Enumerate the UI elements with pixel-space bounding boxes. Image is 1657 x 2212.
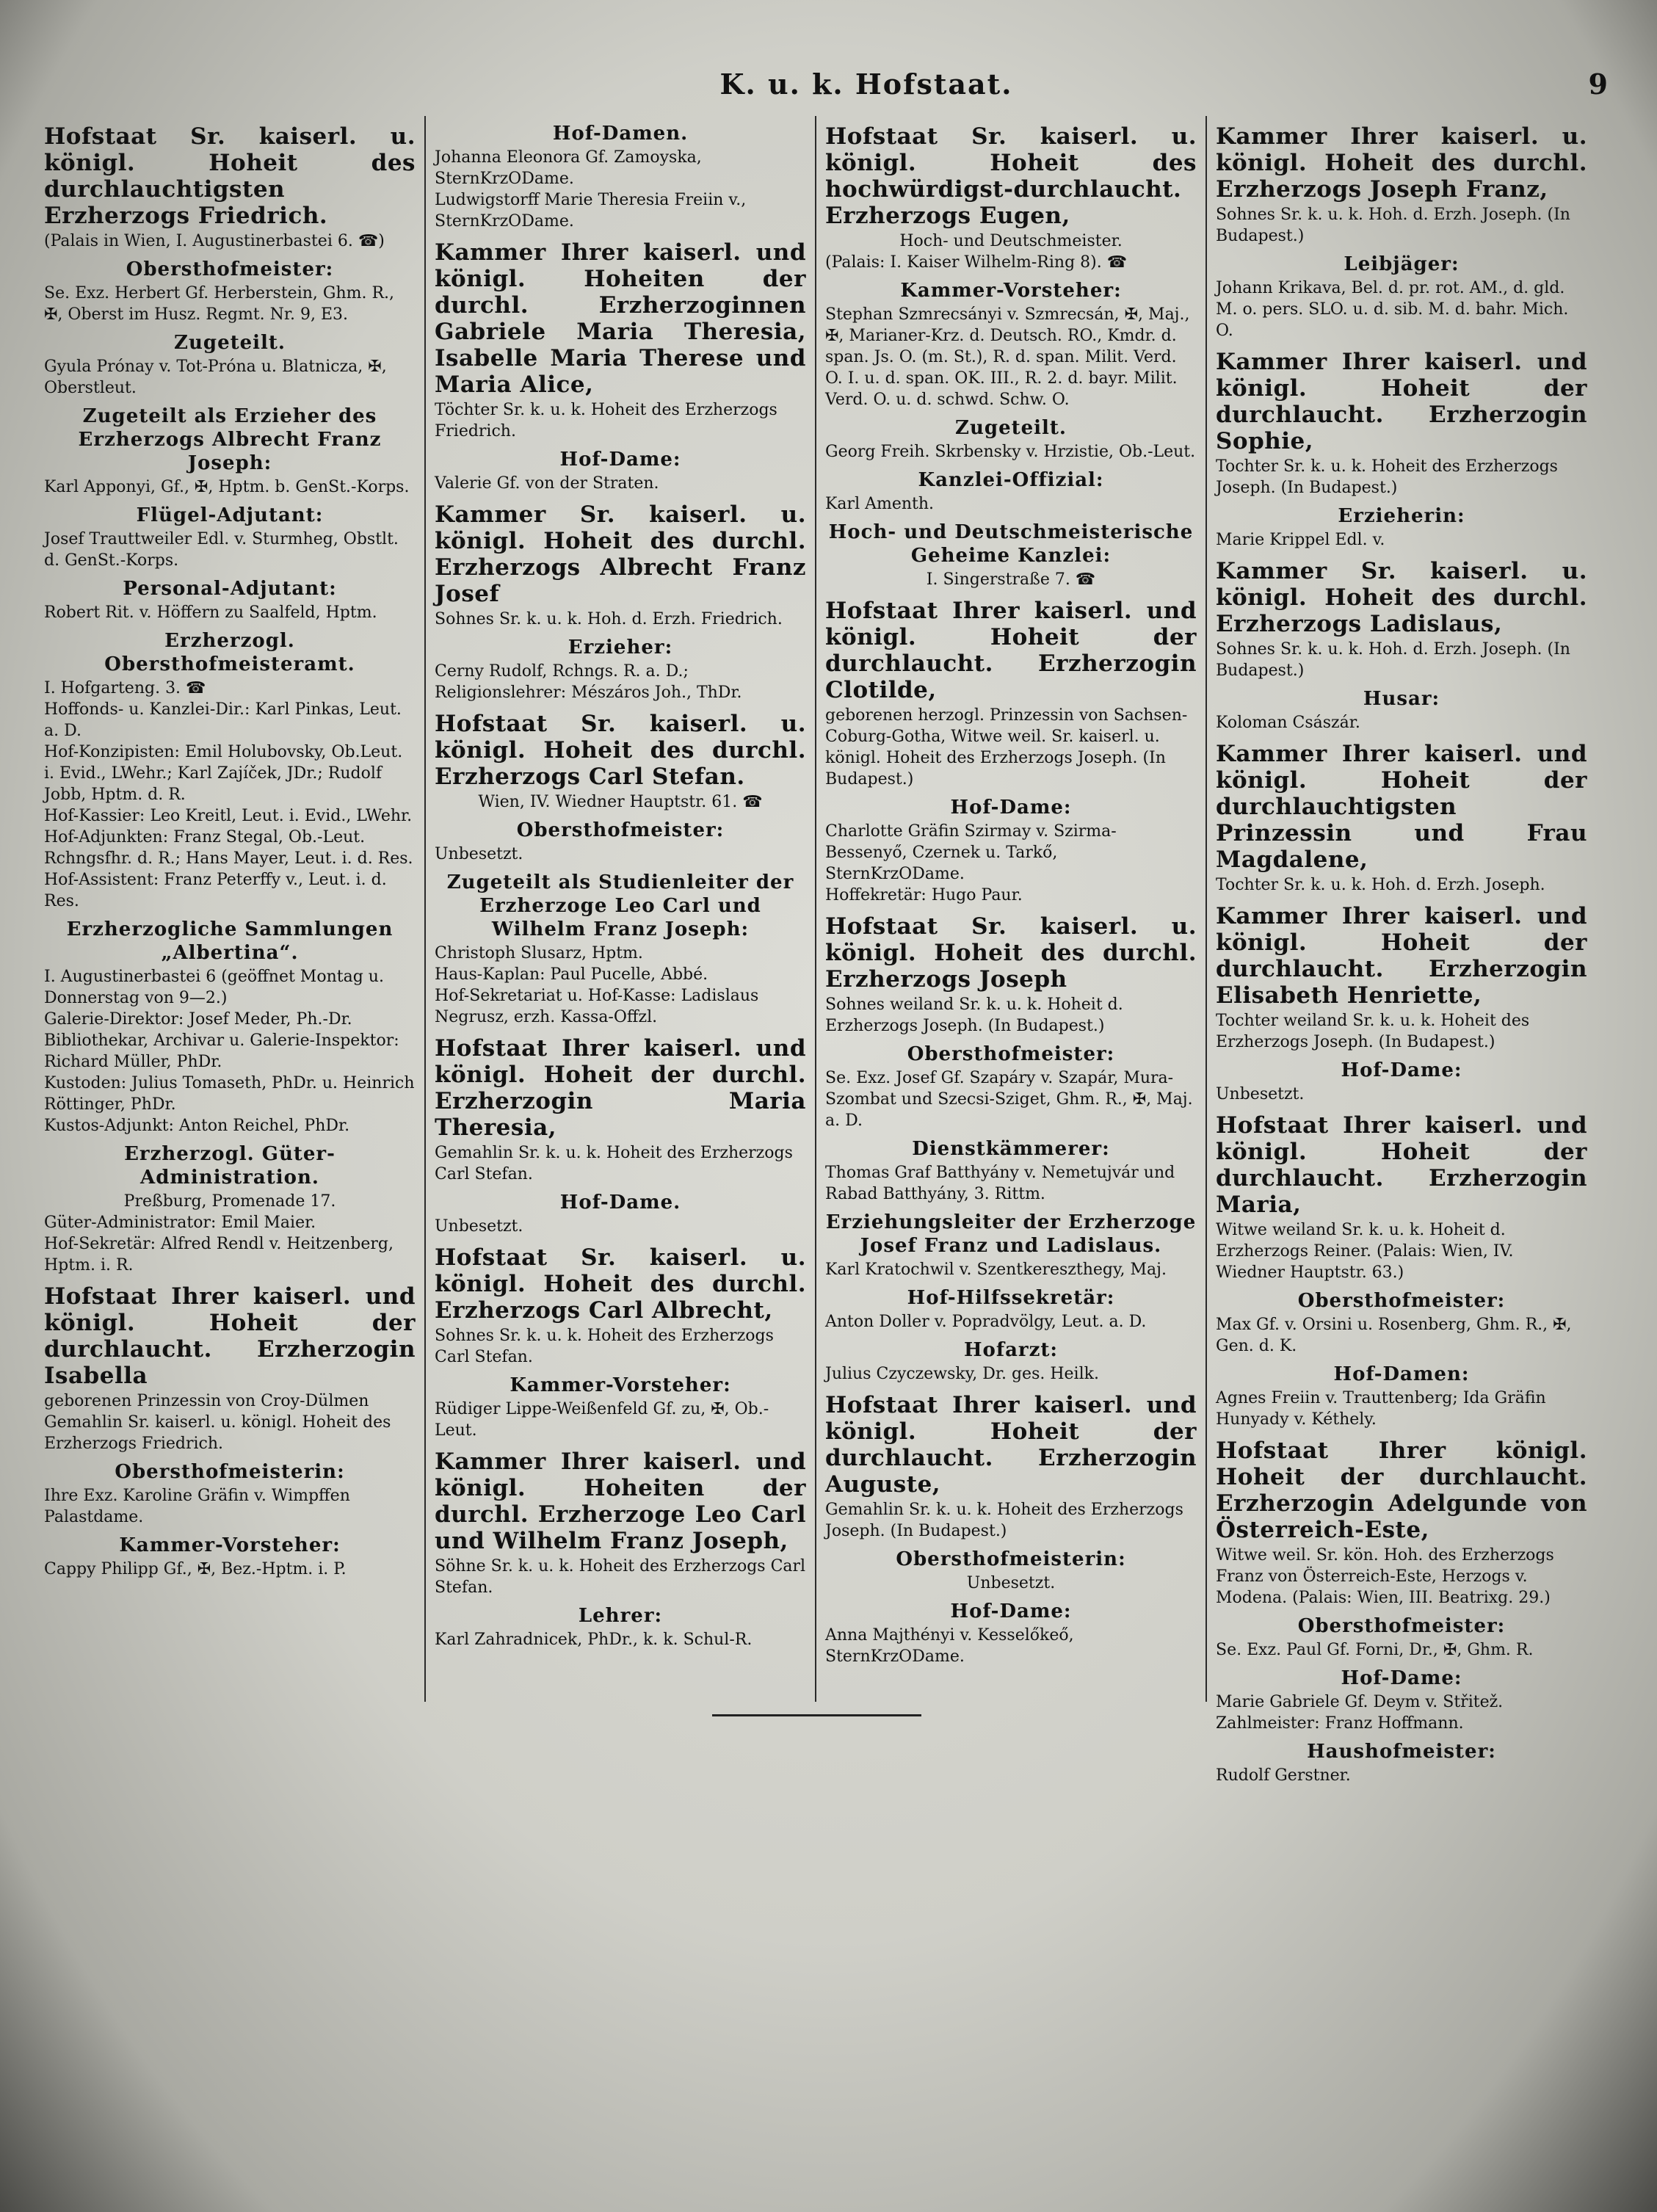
role-heading: Hof-Dame: [559, 449, 681, 471]
entry-text: geborenen Prinzessin von Croy-Dülmen Gemahlin Sr. kaiserl. u. königl. Hoheit des Erzherzogs Friedrich. [44, 1392, 391, 1453]
section-heading: Kammer Ihrer kaiserl. und königl. Hoheit der durchlaucht. Erzherzogin Elisabeth Henriette, [1216, 903, 1587, 1009]
entry-text: Sohnes Sr. k. u. k. Hoheit des Erzherzogs Carl Stefan. [435, 1327, 774, 1366]
column-divider [1205, 116, 1207, 1702]
role-heading: Hof-Damen. [552, 123, 689, 145]
page-number: 9 [1588, 68, 1608, 101]
entry-text: Sohnes Sr. k. u. k. Hoh. d. Erzh. Joseph. (In Budapest.) [1216, 206, 1570, 245]
entry-text: Sohnes Sr. k. u. k. Hoh. d. Erzh. Friedrich. [435, 610, 783, 628]
entry-text: Christoph Slusarz, Hptm. [435, 944, 643, 962]
role-heading: Kammer-Vorsteher: [900, 280, 1122, 302]
entry-text: Valerie Gf. von der Straten. [435, 474, 659, 493]
entry-text: Cerny Rudolf, Rchngs. R. a. D.; Religionslehrer: Mészáros Joh., ThDr. [435, 662, 742, 702]
entry-text: Hof-Assistent: Franz Peterffy v., Leut. i. d. Res. [44, 871, 387, 910]
role-heading: Hof-Dame: [1341, 1667, 1462, 1689]
entry-text: (Palais: I. Kaiser Wilhelm-Ring 8). ☎ [825, 253, 1128, 272]
column-divider [424, 116, 426, 1702]
section-heading: Kammer Ihrer kaiserl. u. königl. Hoheit des durchl. Erzherzogs Joseph Franz, [1216, 123, 1587, 203]
column-4 [1216, 116, 1587, 1785]
role-heading: Erziehungsleiter der Erzherzoge Josef Franz und Ladislaus. [825, 1211, 1197, 1257]
entry-text: Agnes Freiin v. Trauttenberg; Ida Gräfin Hunyady v. Kéthely. [1216, 1389, 1546, 1429]
end-rule [712, 1714, 921, 1716]
entry-text: Unbesetzt. [435, 845, 523, 863]
role-heading: Obersthofmeister: [1297, 1290, 1506, 1312]
role-heading: Lehrer: [578, 1605, 663, 1627]
role-heading: Zugeteilt als Erzieher des Erzherzogs Albrecht Franz Joseph: [78, 405, 382, 474]
role-heading: Obersthofmeister: [516, 819, 725, 841]
entry-text: (Palais in Wien, I. Augustinerbastei 6. ☎) [44, 232, 385, 250]
role-heading: Obersthofmeister: [126, 258, 334, 280]
section-heading: Kammer Ihrer kaiserl. und königl. Hoheit der durchlauchtigsten Prinzessin und Frau Magdalene, [1216, 741, 1587, 873]
role-heading: Leibjäger: [1344, 253, 1460, 275]
entry-text: geborenen herzogl. Prinzessin von Sachsen-Coburg-Gotha, Witwe weil. Sr. kaiserl. u. königl. Hoheit des Erzherzogs Joseph. (In Budapest.) [825, 706, 1188, 788]
text-columns [44, 116, 1615, 1785]
entry-text: Se. Exz. Josef Gf. Szapáry v. Szapár, Mura-Szombat und Szecsi-Sziget, Ghm. R., ✠, Maj. a. D. [825, 1069, 1193, 1130]
entry-text: Ludwigstorff Marie Theresia Freiin v., SternKrzODame. [435, 191, 747, 231]
role-heading: Kanzlei-Offizial: [918, 469, 1104, 491]
entry-text: Tochter weiland Sr. k. u. k. Hoheit des Erzherzogs Joseph. (In Budapest.) [1216, 1012, 1530, 1051]
entry-text: Karl Apponyi, Gf., ✠, Hptm. b. GenSt.-Korps. [44, 478, 410, 496]
entry-text: Johanna Eleonora Gf. Zamoyska, SternKrzODame. [435, 148, 702, 188]
role-heading: Erzherzogl. Güter-Administration. [124, 1143, 336, 1189]
entry-text: I. Hofgarteng. 3. ☎ [44, 679, 206, 697]
entry-text: Koloman Császár. [1216, 714, 1360, 732]
entry-text: Julius Czyczewsky, Dr. ges. Heilk. [825, 1365, 1099, 1383]
role-heading: Obersthofmeisterin: [896, 1548, 1126, 1570]
entry-text: Sohnes weiland Sr. k. u. k. Hoheit d. Erzherzogs Joseph. (In Budapest.) [825, 996, 1123, 1035]
role-heading: Hof-Damen: [1333, 1363, 1470, 1385]
role-heading: Kammer-Vorsteher: [119, 1534, 341, 1556]
role-heading: Kammer-Vorsteher: [510, 1374, 731, 1396]
entry-text: Hof-Adjunkten: Franz Stegal, Ob.-Leut. Rchngsfhr. d. R.; Hans Mayer, Leut. i. d. Res. [44, 828, 413, 868]
role-heading: Hof-Dame: [1341, 1059, 1462, 1081]
role-heading: Obersthofmeisterin: [115, 1461, 345, 1483]
entry-text: Hoch- und Deutschmeister. [899, 232, 1123, 250]
role-heading: Zugeteilt. [955, 417, 1067, 439]
entry-text: Güter-Administrator: Emil Maier. [44, 1214, 316, 1232]
section-heading: Kammer Sr. kaiserl. u. königl. Hoheit des durchl. Erzherzogs Ladislaus, [1216, 558, 1587, 637]
entry-text: Karl Amenth. [825, 495, 935, 513]
entry-text: Kustos-Adjunkt: Anton Reichel, PhDr. [44, 1117, 350, 1135]
role-heading: Personal-Adjutant: [123, 578, 337, 600]
entry-text: Sohnes Sr. k. u. k. Hoh. d. Erzh. Joseph. (In Budapest.) [1216, 640, 1570, 680]
section-heading: Hofstaat Sr. kaiserl. u. königl. Hoheit des durchl. Erzherzogs Carl Albrecht, [435, 1244, 806, 1324]
entry-text: Bibliothekar, Archivar u. Galerie-Inspektor: Richard Müller, PhDr. [44, 1031, 399, 1071]
entry-text: Robert Rit. v. Höffern zu Saalfeld, Hptm. [44, 603, 377, 622]
entry-text: Haus-Kaplan: Paul Pucelle, Abbé. [435, 965, 708, 984]
entry-text: Zahlmeister: Franz Hoffmann. [1216, 1714, 1464, 1733]
entry-text: I. Singerstraße 7. ☎ [926, 570, 1096, 589]
role-heading: Erzherzogliche Sammlungen „Albertina“. [66, 918, 394, 964]
role-heading: Erzieher: [568, 637, 673, 659]
entry-text: Josef Trauttweiler Edl. v. Sturmheg, Obstlt. d. GenSt.-Korps. [44, 530, 399, 570]
entry-text: Rudolf Gerstner. [1216, 1766, 1351, 1785]
role-heading: Hof-Hilfssekretär: [907, 1287, 1115, 1309]
entry-text: Se. Exz. Herbert Gf. Herberstein, Ghm. R., ✠, Oberst im Husz. Regmt. Nr. 9, E3. [44, 284, 395, 324]
section-heading: Kammer Ihrer kaiserl. und königl. Hoheiten der durchl. Erzherzoginnen Gabriele Maria Theresia, Isabelle Maria Therese und Maria Alice, [435, 239, 806, 398]
section-heading: Hofstaat Ihrer kaiserl. und königl. Hoheit der durchlaucht. Erzherzogin Clotilde, [825, 598, 1197, 703]
entry-text: Stephan Szmrecsányi v. Szmrecsán, ✠, Maj., ✠, Marianer-Krz. d. Deutsch. RO., Kmdr. d. span. Js. O. (m. St.), R. d. span. Milit. Verd. O. I. u. d. span. OK. III., R. 2. d. bayr. Milit. Verd. O. u. d. schwd. Schw. O. [825, 305, 1190, 409]
entry-text: Hof-Kassier: Leo Kreitl, Leut. i. Evid., LWehr. [44, 807, 413, 825]
entry-text: Gyula Prónay v. Tot-Próna u. Blatnicza, ✠, Oberstleut. [44, 358, 387, 397]
entry-text: Unbesetzt. [966, 1574, 1056, 1592]
entry-text: Witwe weiland Sr. k. u. k. Hoheit d. Erzherzogs Reiner. (Palais: Wien, IV. Wiedner Hauptstr. 63.) [1216, 1221, 1514, 1282]
role-heading: Erzherzogl. Obersthofmeisteramt. [104, 630, 355, 675]
role-heading: Husar: [1363, 688, 1440, 710]
entry-text: Töchter Sr. k. u. k. Hoheit des Erzherzogs Friedrich. [435, 401, 777, 440]
entry-text: Karl Kratochwil v. Szentkereszthegy, Maj. [825, 1261, 1167, 1279]
role-heading: Zugeteilt als Studienleiter der Erzherzoge Leo Carl und Wilhelm Franz Joseph: [446, 871, 794, 940]
entry-text: Tochter Sr. k. u. k. Hoheit des Erzherzogs Joseph. (In Budapest.) [1216, 457, 1558, 497]
role-heading: Erzieherin: [1338, 505, 1465, 527]
section-heading: Hofstaat Sr. kaiserl. u. königl. Hoheit des durchl. Erzherzogs Joseph [825, 913, 1197, 993]
role-heading: Zugeteilt. [174, 332, 286, 354]
entry-text: Cappy Philipp Gf., ✠, Bez.-Hptm. i. P. [44, 1560, 347, 1578]
section-heading: Hofstaat Sr. kaiserl. u. königl. Hoheit des durchlauchtigsten Erzherzogs Friedrich. [44, 123, 416, 229]
entry-text: Gemahlin Sr. k. u. k. Hoheit des Erzherzogs Joseph. (In Budapest.) [825, 1501, 1183, 1540]
column-divider [815, 116, 816, 1702]
entry-text: Gemahlin Sr. k. u. k. Hoheit des Erzherzogs Carl Stefan. [435, 1144, 793, 1183]
role-heading: Hof-Dame: [950, 1600, 1072, 1622]
entry-text: Rüdiger Lippe-Weißenfeld Gf. zu, ✠, Ob.-Leut. [435, 1400, 769, 1440]
entry-text: Witwe weil. Sr. kön. Hoh. des Erzherzogs Franz von Österreich-Este, Herzogs v. Modena. (Palais: Wien, III. Beatrixg. 29.) [1216, 1546, 1554, 1607]
entry-text: Hof-Sekretariat u. Hof-Kasse: Ladislaus Negrusz, erzh. Kassa-Offzl. [435, 987, 759, 1026]
entry-text: Anna Majthényi v. Kesselőkeő, SternKrzODame. [825, 1626, 1074, 1666]
column-1 [44, 116, 416, 1716]
running-title: K. u. k. Hofstaat. [719, 68, 1013, 101]
role-heading: Hoch- und Deutschmeisterische Geheime Kanzlei: [828, 521, 1194, 567]
role-heading: Hof-Dame: [950, 797, 1072, 819]
entry-text: Marie Gabriele Gf. Deym v. Střitež. [1216, 1693, 1504, 1711]
entry-text: I. Augustinerbastei 6 (geöffnet Montag u. Donnerstag von 9—2.) [44, 968, 384, 1007]
entry-text: Ihre Exz. Karoline Gräfin v. Wimpffen Palastdame. [44, 1487, 350, 1526]
role-heading: Flügel-Adjutant: [136, 504, 324, 526]
entry-text: Tochter Sr. k. u. k. Hoh. d. Erzh. Joseph. [1216, 876, 1545, 894]
section-heading: Hofstaat Ihrer kaiserl. und königl. Hoheit der durchlaucht. Erzherzogin Isabella [44, 1283, 416, 1389]
entry-text: Galerie-Direktor: Josef Meder, Ph.-Dr. [44, 1010, 352, 1029]
entry-text: Johann Krikava, Bel. d. pr. rot. AM., d. gld. M. o. pers. SLO. u. d. sib. M. d. bahr. Mich. O. [1216, 279, 1569, 340]
entry-text: Karl Zahradnicek, PhDr., k. k. Schul-R. [435, 1631, 753, 1649]
entry-text: Max Gf. v. Orsini u. Rosenberg, Ghm. R., ✠, Gen. d. K. [1216, 1316, 1572, 1355]
entry-text: Anton Doller v. Popradvölgy, Leut. a. D. [825, 1313, 1147, 1331]
entry-text: Se. Exz. Paul Gf. Forni, Dr., ✠, Ghm. R. [1216, 1641, 1534, 1659]
section-heading: Kammer Ihrer kaiserl. und königl. Hoheiten der durchl. Erzherzoge Leo Carl und Wilhelm Franz Joseph, [435, 1448, 806, 1554]
role-heading: Hofarzt: [963, 1339, 1058, 1361]
section-heading: Kammer Sr. kaiserl. u. königl. Hoheit des durchl. Erzherzogs Albrecht Franz Josef [435, 501, 806, 607]
column-3 [825, 116, 1197, 1716]
entry-text: Söhne Sr. k. u. k. Hoheit des Erzherzogs Carl Stefan. [435, 1557, 806, 1597]
entry-text: Georg Freih. Skrbensky v. Hrzistie, Ob.-Leut. [825, 443, 1196, 461]
entry-text: Unbesetzt. [1216, 1085, 1305, 1103]
role-heading: Obersthofmeister: [907, 1043, 1115, 1065]
column-2 [435, 116, 806, 1716]
entry-text: Hoffonds- u. Kanzlei-Dir.: Karl Pinkas, Leut. a. D. [44, 700, 402, 740]
entry-text: Hof-Sekretär: Alfred Rendl v. Heitzenberg, Hptm. i. R. [44, 1235, 394, 1274]
entry-text: Kustoden: Julius Tomaseth, PhDr. u. Heinrich Röttinger, PhDr. [44, 1074, 415, 1114]
role-heading: Hof-Dame. [559, 1192, 681, 1214]
entry-text: Preßburg, Promenade 17. [123, 1192, 336, 1211]
role-heading: Haushofmeister: [1307, 1741, 1496, 1763]
section-heading: Hofstaat Sr. kaiserl. u. königl. Hoheit des durchl. Erzherzogs Carl Stefan. [435, 711, 806, 790]
page-header [44, 68, 1615, 104]
entry-text: Hoffekretär: Hugo Paur. [825, 886, 1023, 904]
role-heading: Obersthofmeister: [1297, 1615, 1506, 1637]
section-heading: Kammer Ihrer kaiserl. und königl. Hoheit der durchlaucht. Erzherzogin Sophie, [1216, 349, 1587, 454]
entry-text: Charlotte Gräfin Szirmay v. Szirma-Bessenyő, Czernek u. Tarkő, SternKrzODame. [825, 822, 1117, 883]
entry-text: Thomas Graf Batthyány v. Nemetujvár und Rabad Batthyány, 3. Rittm. [825, 1164, 1175, 1203]
entry-text: Marie Krippel Edl. v. [1216, 531, 1385, 549]
section-heading: Hofstaat Sr. kaiserl. u. königl. Hoheit des hochwürdigst-durchlaucht. Erzherzogs Eugen, [825, 123, 1197, 229]
entry-text: Hof-Konzipisten: Emil Holubovsky, Ob.Leut. i. Evid., LWehr.; Karl Zajíček, JDr.; Rudolf Jobb, Hptm. d. R. [44, 743, 403, 804]
section-heading: Hofstaat Ihrer kaiserl. und königl. Hoheit der durchl. Erzherzogin Maria Theresia, [435, 1035, 806, 1141]
entry-text: Unbesetzt. [435, 1217, 523, 1236]
section-heading: Hofstaat Ihrer königl. Hoheit der durchlaucht. Erzherzogin Adelgunde von Österreich-Este, [1216, 1437, 1587, 1543]
section-heading: Hofstaat Ihrer kaiserl. und königl. Hoheit der durchlaucht. Erzherzogin Auguste, [825, 1392, 1197, 1498]
entry-text: Wien, IV. Wiedner Hauptstr. 61. ☎ [478, 793, 763, 811]
section-heading: Hofstaat Ihrer kaiserl. und königl. Hoheit der durchlaucht. Erzherzogin Maria, [1216, 1112, 1587, 1218]
role-heading: Dienstkämmerer: [912, 1138, 1110, 1160]
